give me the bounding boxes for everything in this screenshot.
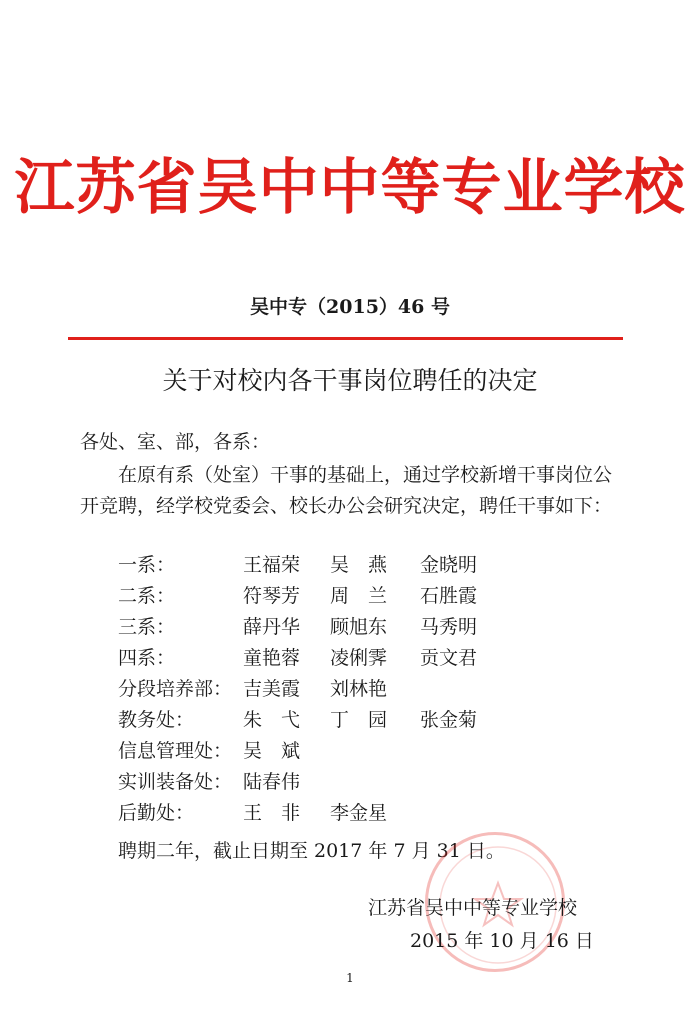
roster-name: 贡文君	[420, 647, 478, 669]
letterhead-red-rule	[68, 337, 623, 340]
roster-row-training-equipment	[118, 767, 618, 798]
school-letterhead: 江苏省吴中中等专业学校	[14, 153, 686, 223]
roster-department: 四系：	[118, 647, 176, 669]
body-paragraph: 在原有系（处室）干事的基础上，通过学校新增干事岗位公开竞聘，经学校党委会、校长办公会研究决定，聘任干事如下：	[80, 464, 613, 517]
roster-department: 实训装备处：	[118, 771, 233, 793]
roster-department: 分段培养部：	[118, 678, 233, 700]
roster-name: 金晓明	[420, 554, 478, 576]
roster-name: 朱 弋	[243, 709, 301, 731]
roster-name: 李金星	[330, 802, 388, 824]
roster-name: 吉美霞	[243, 678, 301, 700]
roster-row-academic-affairs	[118, 705, 618, 736]
roster-name: 陆春伟	[243, 771, 301, 793]
roster-name: 吴 燕	[330, 554, 388, 576]
roster-row-segment-dept	[118, 674, 618, 705]
roster-name: 王福荣	[243, 554, 301, 576]
term-statement: 聘期二年，截止日期至 2017 年 7 月 31 日。	[118, 840, 505, 862]
roster-department: 后勤处：	[118, 802, 195, 824]
roster-name: 凌俐霁	[330, 647, 388, 669]
roster-name: 吴 斌	[243, 740, 301, 762]
roster-name: 马秀明	[420, 616, 478, 638]
roster-name: 顾旭东	[330, 616, 388, 638]
roster-name: 刘林艳	[330, 678, 388, 700]
roster-name: 王 非	[243, 802, 301, 824]
roster-name: 丁 园	[330, 709, 388, 731]
appointment-roster	[118, 550, 618, 829]
roster-department: 三系：	[118, 616, 176, 638]
roster-name: 童艳蓉	[243, 647, 301, 669]
roster-row-dept-1	[118, 550, 618, 581]
salutation: 各处、室、部，各系：	[80, 431, 271, 453]
roster-name: 石胜霞	[420, 585, 478, 607]
roster-row-info-management	[118, 736, 618, 767]
roster-row-dept-4	[118, 643, 618, 674]
page-number: 1	[346, 971, 354, 985]
roster-department: 一系：	[118, 554, 176, 576]
roster-name: 薛丹华	[243, 616, 301, 638]
signature-organization: 江苏省吴中中等专业学校	[368, 897, 578, 919]
roster-name: 张金菊	[420, 709, 478, 731]
roster-row-dept-2	[118, 581, 618, 612]
roster-row-dept-3	[118, 612, 618, 643]
signature-date: 2015 年 10 月 16 日	[410, 930, 594, 952]
document-title: 关于对校内各干事岗位聘任的决定	[162, 366, 538, 395]
roster-department: 教务处：	[118, 709, 195, 731]
document-number: 吴中专（2015）46 号	[250, 296, 450, 318]
roster-department: 二系：	[118, 585, 176, 607]
roster-department: 信息管理处：	[118, 740, 233, 762]
roster-row-logistics	[118, 798, 618, 829]
roster-name: 符琴芳	[243, 585, 301, 607]
roster-name: 周 兰	[330, 585, 388, 607]
